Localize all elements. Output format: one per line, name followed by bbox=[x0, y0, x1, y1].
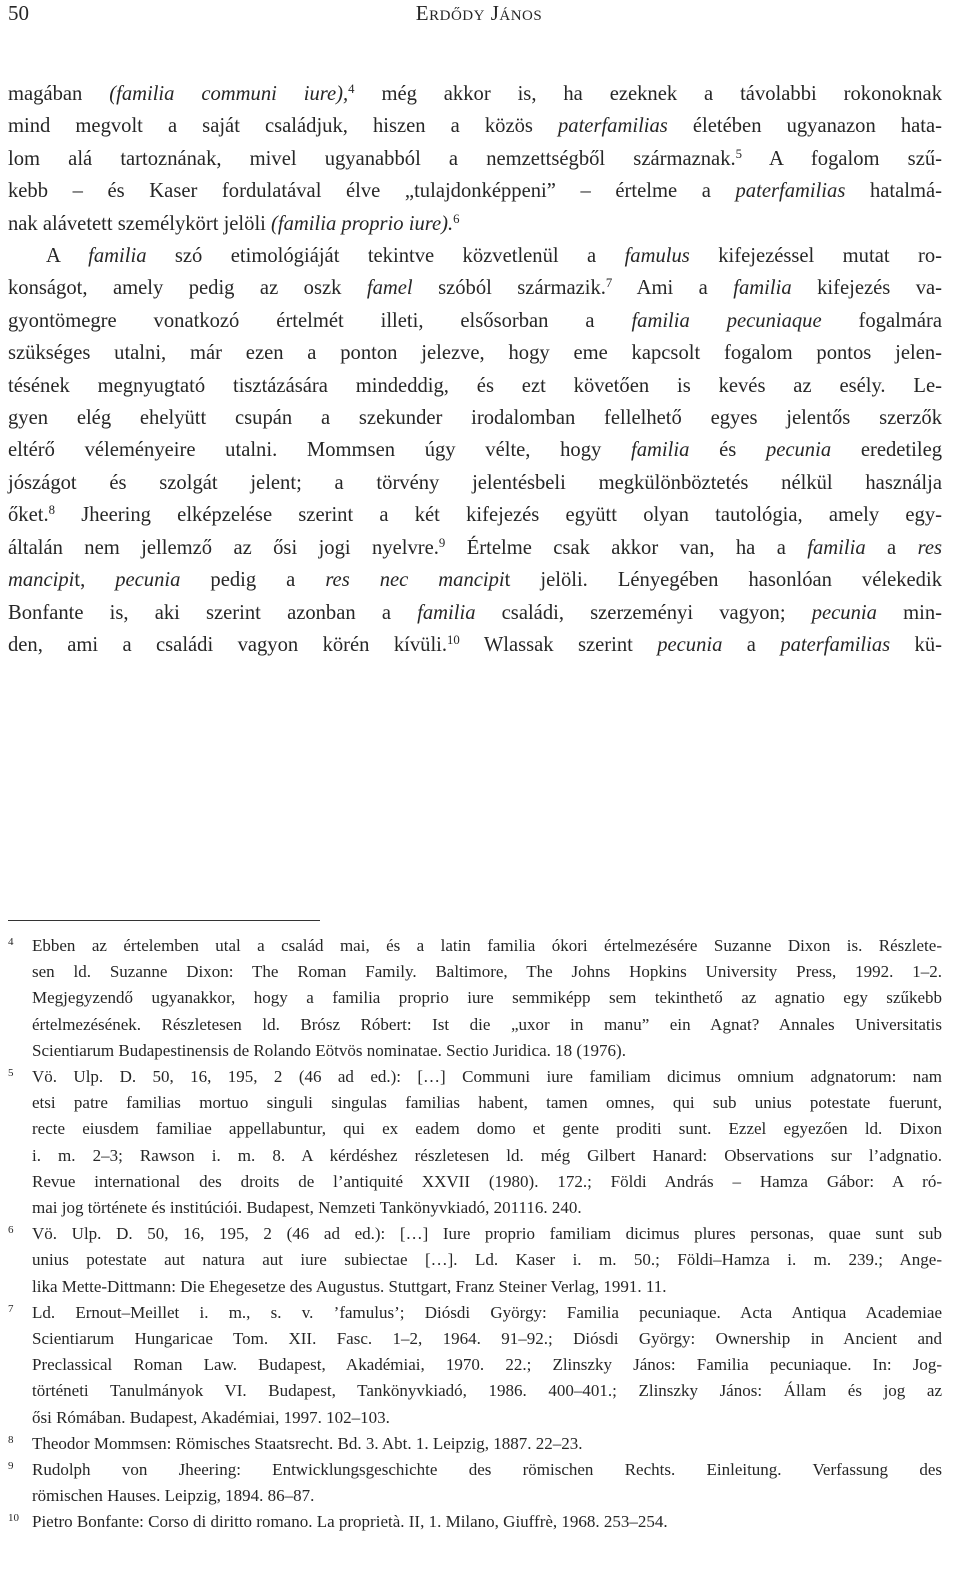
footnote-line: Rudolph von Jheering: Entwicklungsgeschichte des römischen Rechts. Einleitung. Verfassung des bbox=[32, 1460, 942, 1480]
footnote-ref[interactable]: 9 bbox=[438, 535, 446, 550]
footnote bbox=[8, 1064, 942, 1221]
footnote-line: sen ld. Suzanne Dixon: The Roman Family. Baltimore, The Johns Hopkins University Press, 1992. 1–2. bbox=[32, 962, 942, 982]
footnote-line: Preclassical Roman Law. Budapest, Akadémiai, 1970. 22.; Zlinszky János: Familia pecuniaque. In: Jog- bbox=[32, 1355, 942, 1375]
footnote-line: Revue international des droits de l’antiquité XXVII (1980). 172.; Földi András – Hamza Gábor: A ró- bbox=[32, 1171, 942, 1191]
footnote bbox=[8, 1300, 942, 1431]
footnote-number: 10 bbox=[8, 1512, 19, 1525]
footnote-ref[interactable]: 4 bbox=[348, 81, 355, 96]
text-line: jószágot és szolgát jelent; a törvény jelentésbeli megkülönböztetés nélkül használja bbox=[8, 471, 942, 494]
text-line: lom alá tartoznának, mivel ugyanabból a nemzettségből származnak.$^5$ A fogalom szű- bbox=[8, 146, 942, 170]
text-line: mancipit, pecunia pedig a res nec mancipit jelöli. Lényegében hasonlóan vélekedik bbox=[8, 569, 942, 592]
italic-term: (familia communi iure), bbox=[109, 83, 349, 105]
text-line: konságot, amely pedig az oszk famel szóból származik.$^7$ Ami a familia kifejezés va- bbox=[8, 276, 943, 300]
italic-term: familia bbox=[88, 245, 147, 268]
footnote-ref[interactable]: 7 bbox=[605, 276, 613, 291]
footnote-number: 4 bbox=[8, 936, 14, 948]
paragraph-1 bbox=[8, 78, 942, 240]
paragraph-2 bbox=[8, 240, 942, 661]
italic-term: res bbox=[917, 536, 942, 559]
italic-term: pecunia bbox=[765, 439, 832, 462]
footnote-line: Megjegyzendő ugyanakkor, hogy a familia proprio iure semmiképp sem tekinthető az agnatio egy szűkebb bbox=[32, 988, 942, 1008]
text-line: eltérő véleményeire utalni. Mommsen úgy vélte, hogy familia és pecunia eredetileg bbox=[8, 439, 943, 462]
italic-term: res nec mancipi bbox=[325, 569, 505, 592]
italic-term: paterfamilias bbox=[780, 633, 891, 656]
footnote-line: Ld. Ernout–Meillet i. m., s. v. ’famulus’; Diósdi György: Familia pecuniaque. Acta Antiqua Academiae bbox=[32, 1302, 942, 1322]
footnote-number: 7 bbox=[8, 1302, 14, 1315]
footnote-line: értelmezésének. Részletesen ld. Brósz Róbert: Ist die „uxor in manu” ein Agnat? Annales Universitatis bbox=[32, 1014, 942, 1034]
text-line: mind megvolt a saját családjuk, hiszen a közös paterfamilias életében ugyanazon hata- bbox=[8, 115, 942, 138]
text-line: kebb – és Kaser fordulatával élve „tulajdonképpeni” – értelme a paterfamilias hatalmá- bbox=[8, 180, 942, 203]
running-head: Erdődy János bbox=[415, 1, 543, 25]
text-line: gyontömegre vonatkozó értelmét illeti, elsősorban a familia pecuniaque fogalmára bbox=[8, 309, 942, 332]
text-line: őket.$^8$ Jheering elképzelése szerint a két kifejezés együtt olyan tautológia, amely egy- bbox=[8, 503, 942, 527]
italic-term: pecunia bbox=[115, 569, 181, 592]
italic-term: familia bbox=[417, 601, 476, 624]
page-number: 50 bbox=[8, 1, 29, 25]
text-line: gyen elég ehelyütt csupán a szekunder irodalomban fellelhető egyes jelentős szerzők bbox=[8, 407, 942, 430]
footnote-number: 5 bbox=[8, 1067, 14, 1080]
footnote-line: i. m. 2–3; Rawson i. m. 8. A kérdéshez részletesen ld. még Gilbert Hanard: Observations sur l’adgnatio. bbox=[32, 1145, 942, 1165]
footnote bbox=[8, 1431, 942, 1457]
footnote-ref[interactable]: 6 bbox=[453, 211, 460, 226]
footnote-line: lika Mette-Dittmann: Die Ehegesetze des Augustus. Stuttgart, Franz Steiner Verlag, 1991. 11. bbox=[32, 1276, 667, 1296]
footnote-line: etsi patre familias mortuo singuli singulas familias habent, tamen omnes, qui sub unius potestate fuerunt, bbox=[32, 1093, 942, 1113]
italic-term: familia bbox=[733, 277, 792, 300]
footnote-line: Scientiarum Hungaricae Tom. XII. Fasc. 1–2, 1964. 91–92.; Diósdi György: Ownership in Ancient and bbox=[32, 1329, 942, 1349]
footnote-line: recte eiusdem familiae appellabuntur, qui ex eadem domo et gente proditi sunt. Ezzel egyezően ld. Dixon bbox=[32, 1119, 942, 1139]
footnote-line: unius potestate aut natura aut iure subiectae […]. Ld. Kaser i. m. 50.; Földi–Hamza i. m. 239.; Ange- bbox=[32, 1250, 942, 1270]
footnote-number: 9 bbox=[8, 1460, 14, 1473]
italic-term: familia bbox=[807, 536, 866, 559]
italic-term: familia pecuniaque bbox=[631, 309, 822, 332]
text-line: nak alávetett személykört jelöli (familia proprio iure).$^6$ bbox=[8, 211, 460, 235]
footnote-line: Vö. Ulp. D. 50, 16, 195, 2 (46 ad ed.): […] Communi iure familiam dicimus omnium adgnatorum: nam bbox=[32, 1067, 942, 1087]
footnote-ref[interactable]: 5 bbox=[735, 146, 743, 161]
italic-term: famulus bbox=[624, 245, 690, 268]
italic-term: paterfamilias bbox=[557, 115, 668, 138]
footnote-line: römischen Hauses. Leipzig, 1894. 86–87. bbox=[32, 1486, 315, 1506]
footnote-number: 8 bbox=[8, 1433, 14, 1446]
footnote-separator bbox=[8, 920, 320, 921]
main-text bbox=[8, 78, 942, 661]
italic-term: famel bbox=[366, 277, 413, 300]
footnote bbox=[8, 933, 942, 1064]
footnote-line: ősi Rómában. Budapest, Akadémiai, 1997. 102–103. bbox=[32, 1407, 390, 1427]
page-header bbox=[8, 0, 950, 30]
text-line: szükséges utalni, már ezen a ponton jelezve, hogy eme kapcsolt fogalom pontos jelen- bbox=[8, 342, 942, 365]
text-line: A familia szó etimológiáját tekintve közvetlenül a famulus kifejezéssel mutat ro- bbox=[46, 245, 942, 268]
footnote-line: Pietro Bonfante: Corso di diritto romano. La proprietà. II, 1. Milano, Giuffrè, 1968. 253–254. bbox=[32, 1512, 668, 1532]
footnotes bbox=[8, 933, 942, 1536]
footnote-line: Vö. Ulp. D. 50, 16, 195, 2 (46 ad ed.): […] Iure proprio familiam dicimus plures personas, quae sunt sub bbox=[32, 1224, 942, 1244]
text-line: tésének megnyugtató tisztázására mindeddig, és ezt követően is kevés az esély. Le- bbox=[8, 374, 942, 397]
italic-term: paterfamilias bbox=[735, 180, 846, 203]
footnote bbox=[8, 1457, 942, 1509]
footnote-line: történeti Tanulmányok VI. Budapest, Tankönyvkiadó, 1986. 400–401.; Zlinszky János: Állam és jog az bbox=[32, 1381, 942, 1401]
italic-term: pecunia bbox=[811, 601, 877, 624]
italic-term: pecunia bbox=[657, 633, 723, 656]
footnote-ref[interactable]: 10 bbox=[447, 632, 460, 647]
footnote-ref[interactable]: 8 bbox=[48, 503, 55, 518]
italic-term: (familia proprio iure). bbox=[271, 212, 454, 235]
footnote-line: Theodor Mommsen: Römisches Staatsrecht. Bd. 3. Abt. 1. Leipzig, 1887. 22–23. bbox=[32, 1433, 583, 1453]
text-line: Bonfante is, aki szerint azonban a familia családi, szerzeményi vagyon; pecunia min- bbox=[8, 601, 942, 624]
footnote-line: Ebben az értelemben utal a család mai, és a latin familia ókori értelmezésére Suzanne Dixon is. Részlete- bbox=[32, 936, 942, 955]
text-line: den, ami a családi vagyon körén kívüli.$^{10}$ Wlassak szerint pecunia a paterfamilias kü- bbox=[8, 632, 942, 656]
footnote-number: 6 bbox=[8, 1224, 14, 1237]
italic-term: familia bbox=[631, 439, 690, 462]
footnote-line: Scientiarum Budapestinensis de Rolando Eötvös nominatae. Sectio Juridica. 18 (1976). bbox=[32, 1040, 626, 1060]
footnote bbox=[8, 1509, 942, 1535]
text-line: általán nem jellemző az ősi jogi nyelvre.$^9$ Értelme csak akkor van, ha a familia a res bbox=[8, 535, 942, 559]
text-line: magában (familia communi iure),$^4$ még akkor is, ha ezeknek a távolabbi rokonoknak bbox=[8, 81, 942, 105]
footnote bbox=[8, 1221, 942, 1300]
footnote-line: mai jog története és institúciói. Budapest, Nemzeti Tankönyvkiadó, 201116. 240. bbox=[32, 1198, 582, 1218]
italic-term: mancipi bbox=[8, 569, 75, 592]
